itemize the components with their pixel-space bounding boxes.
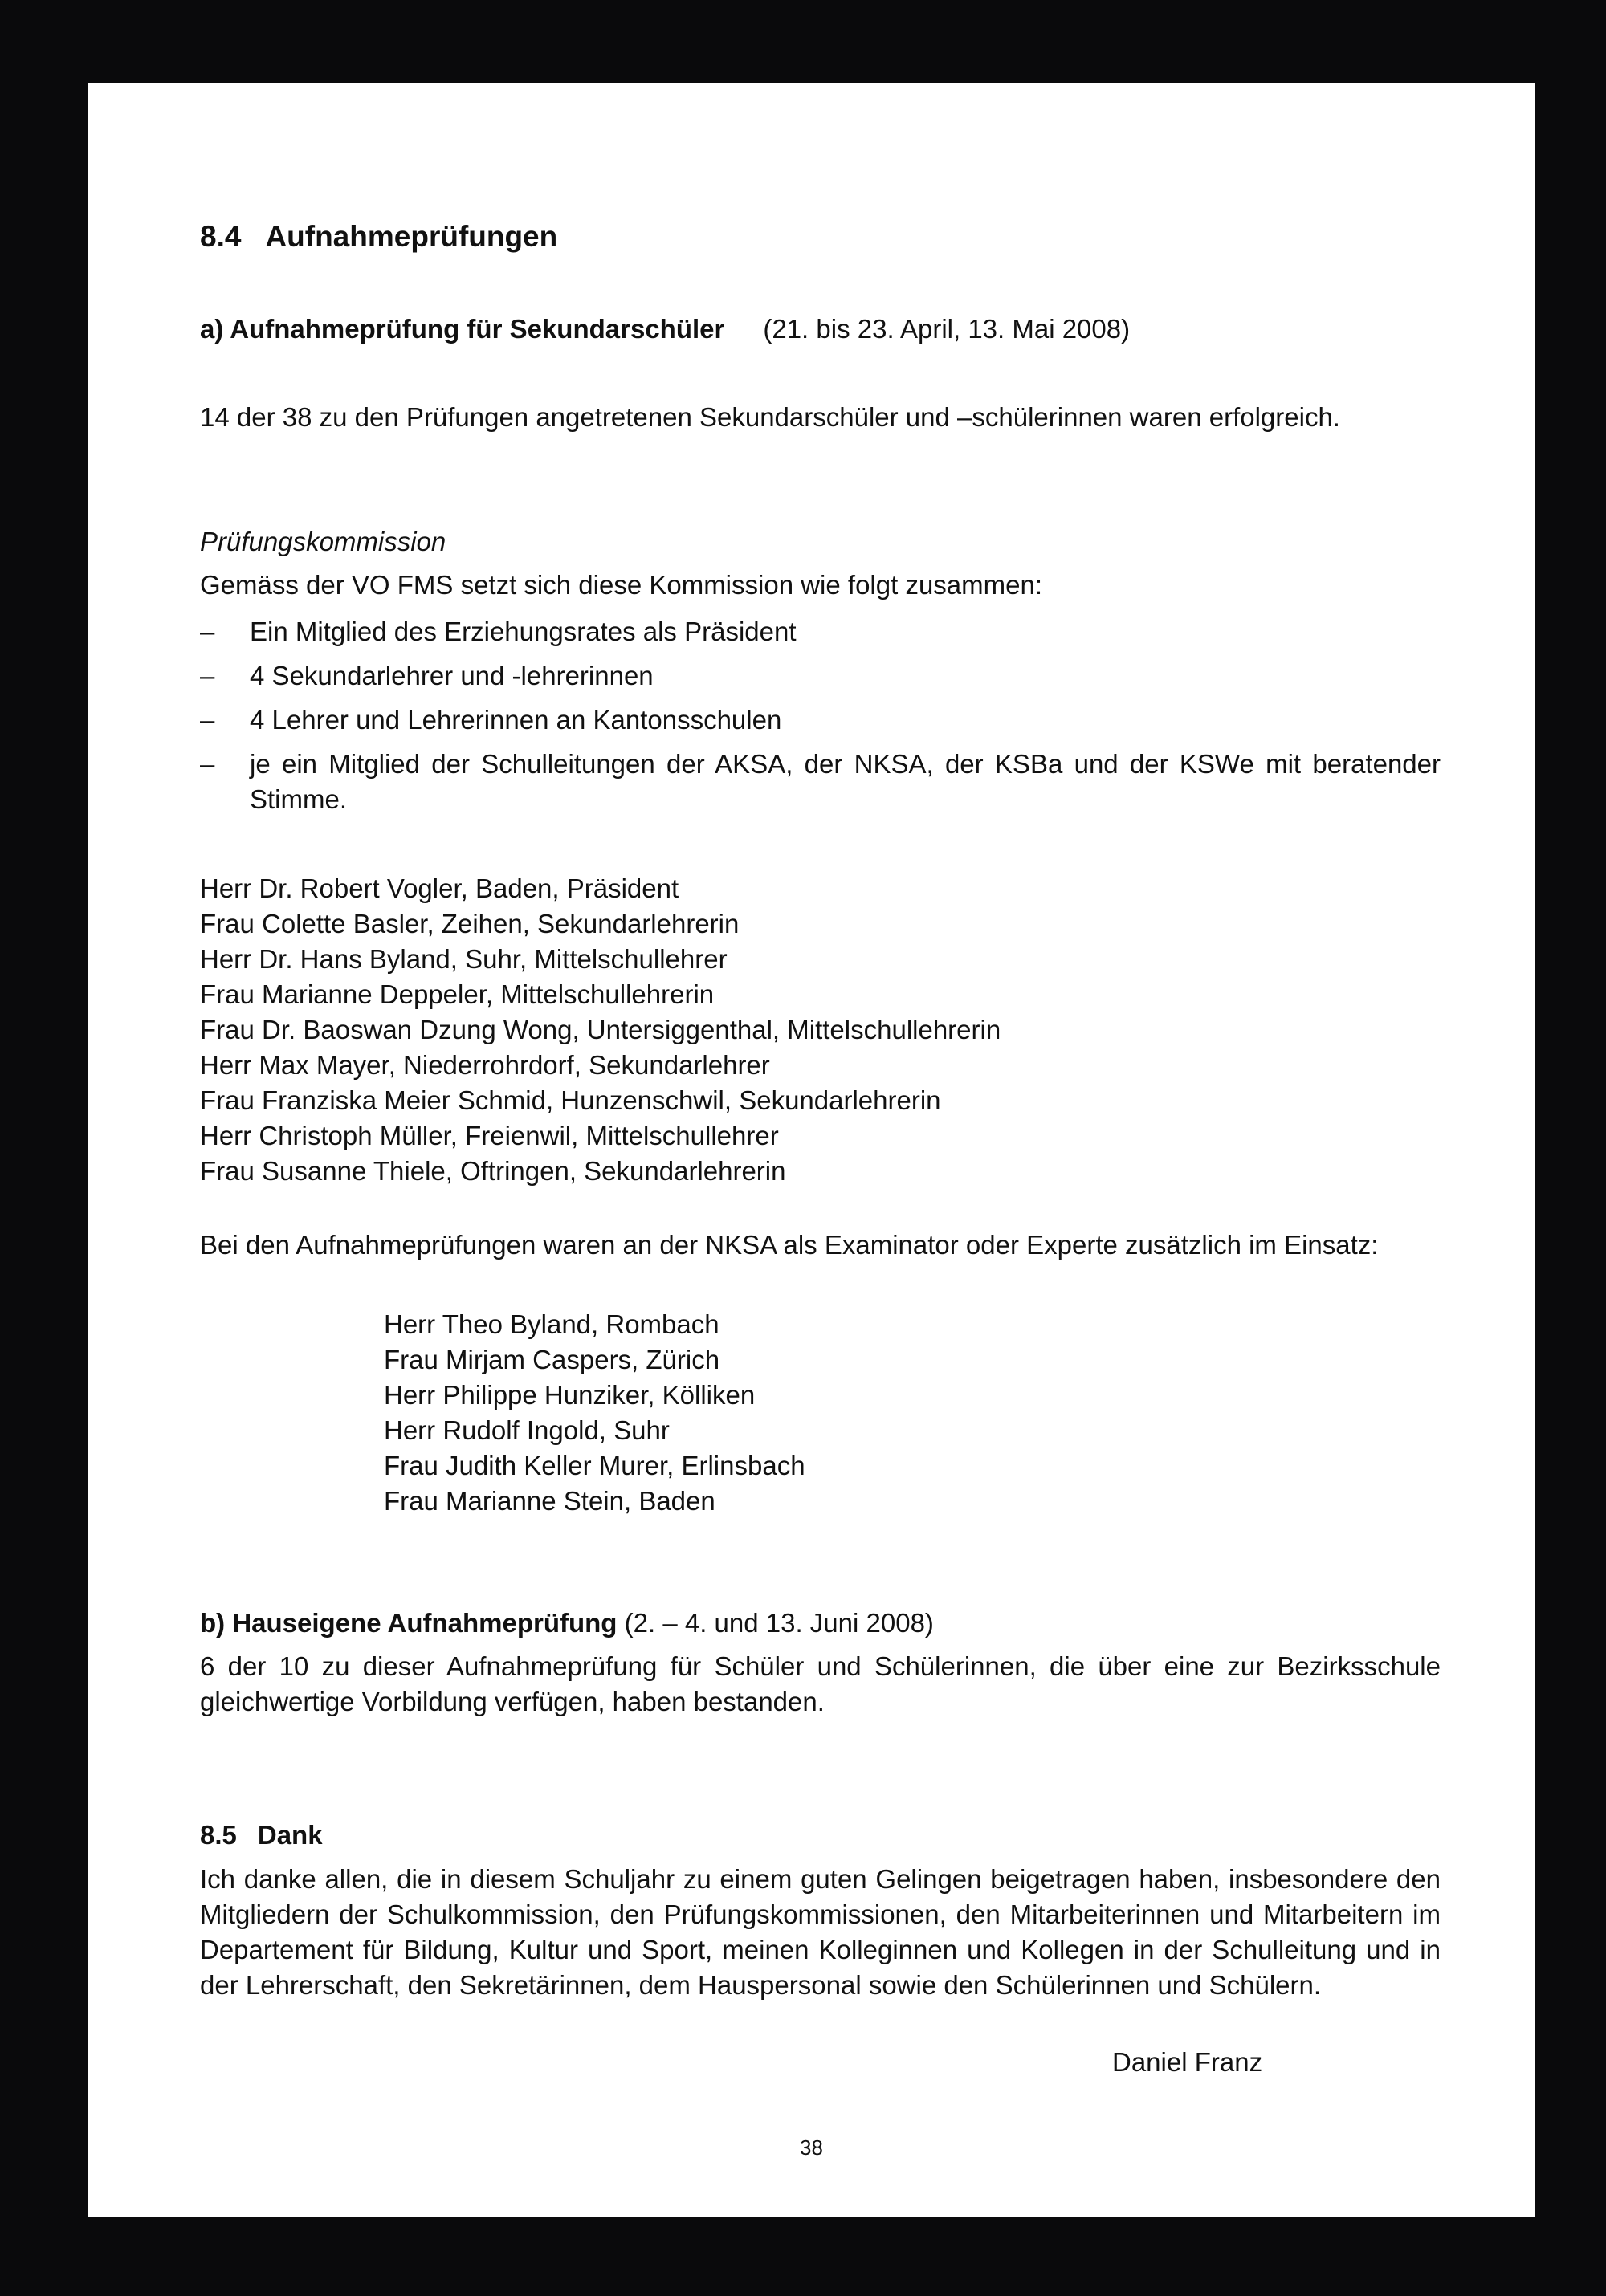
subsection-dates: (2. – 4. und 13. Juni 2008) <box>624 1608 934 1638</box>
member: Frau Susanne Thiele, Oftringen, Sekundarlehrerin <box>200 1156 786 1186</box>
member: Frau Franziska Meier Schmid, Hunzenschwil, Sekundarlehrerin <box>200 1085 941 1115</box>
list-item-text: 4 Lehrer und Lehrerinnen an Kantonsschulen <box>250 705 782 735</box>
dash: – <box>200 617 215 646</box>
subsection-title: b) Hauseigene Aufnahmeprüfung <box>200 1608 618 1638</box>
commission-intro: Gemäss der VO FMS setzt sich diese Kommission wie folgt zusammen: <box>200 570 1043 600</box>
subsection-dates: (21. bis 23. April, 13. Mai 2008) <box>763 314 1131 344</box>
section-heading-8-4 <box>200 219 1441 254</box>
thanks-paragraph: Ich danke allen, die in diesem Schuljahr zu einem guten Gelingen beigetragen haben, insbesondere den Mitgliedern der Schulkommission, den Prüfungskommissionen, den Mitarbeiterinnen und Mitarbeitern im Departement für Bildung, Kultur und Sport, meinen Kolleginnen und Kollegen in der Schulleitung und in der Lehrerschaft, den Sekretärinnen, dem Hauspersonal sowie den Schülerinnen und Schülern. <box>200 1864 1441 2000</box>
member: Frau Dr. Baoswan Dzung Wong, Untersiggenthal, Mittelschullehrerin <box>200 1015 1001 1044</box>
examiner: Herr Rudolf Ingold, Suhr <box>384 1415 670 1445</box>
member: Herr Max Mayer, Niederrohrdorf, Sekundarlehrer <box>200 1050 770 1080</box>
examiner: Frau Mirjam Caspers, Zürich <box>384 1345 720 1374</box>
member: Frau Marianne Deppeler, Mittelschullehrerin <box>200 979 715 1009</box>
examiner: Frau Judith Keller Murer, Erlinsbach <box>384 1451 805 1480</box>
result-paragraph: 14 der 38 zu den Prüfungen angetretenen Sekundarschüler und –schülerinnen waren erfolgreich. <box>200 402 1340 432</box>
member: Frau Colette Basler, Zeihen, Sekundarlehrerin <box>200 909 740 938</box>
list-item-text: Ein Mitglied des Erziehungsrates als Präsident <box>250 617 797 646</box>
subsection-heading-b <box>200 1606 1441 1641</box>
list-item-text: 4 Sekundarlehrer und -lehrerinnen <box>250 661 654 690</box>
list-item <box>200 614 1441 649</box>
dash: – <box>200 661 215 690</box>
composition-list <box>200 614 1441 817</box>
member: Herr Dr. Robert Vogler, Baden, Präsident <box>200 873 679 903</box>
section-number: 8.4 <box>200 220 242 253</box>
document-page <box>88 83 1535 2217</box>
section-heading-8-5 <box>200 1818 1441 1853</box>
examiners-intro: Bei den Aufnahmeprüfungen waren an der NKSA als Examinator oder Experte zusätzlich im Einsatz: <box>200 1230 1379 1260</box>
examiner: Herr Theo Byland, Rombach <box>384 1309 719 1339</box>
dash: – <box>200 705 215 735</box>
member: Herr Dr. Hans Byland, Suhr, Mittelschullehrer <box>200 944 728 974</box>
examiner-list <box>384 1307 1107 1519</box>
subsection-title: a) Aufnahmeprüfung für Sekundarschüler <box>200 314 725 344</box>
subsection-heading-a <box>200 311 1441 347</box>
page-number: 38 <box>800 2135 823 2160</box>
examiner: Frau Marianne Stein, Baden <box>384 1486 715 1516</box>
dash: – <box>200 749 215 779</box>
commission-label: Prüfungskommission <box>200 527 446 556</box>
section-title: Aufnahmeprüfungen <box>265 220 558 253</box>
examiner: Herr Philippe Hunziker, Kölliken <box>384 1380 756 1410</box>
list-item <box>200 747 1441 817</box>
list-item <box>200 702 1441 738</box>
signature: Daniel Franz <box>1112 2047 1263 2077</box>
list-item <box>200 658 1441 694</box>
section-number: 8.5 <box>200 1820 237 1850</box>
list-item-text: je ein Mitglied der Schulleitungen der AKSA, der NKSA, der KSBa und der KSWe mit beratender Stimme. <box>250 749 1441 814</box>
house-exam-paragraph: 6 der 10 zu dieser Aufnahmeprüfung für Schüler und Schülerinnen, die über eine zur Bezirksschule gleichwertige Vorbildung verfügen, haben bestanden. <box>200 1651 1441 1716</box>
section-title: Dank <box>257 1820 323 1850</box>
member-list <box>200 871 1441 1189</box>
member: Herr Christoph Müller, Freienwil, Mittelschullehrer <box>200 1121 779 1150</box>
